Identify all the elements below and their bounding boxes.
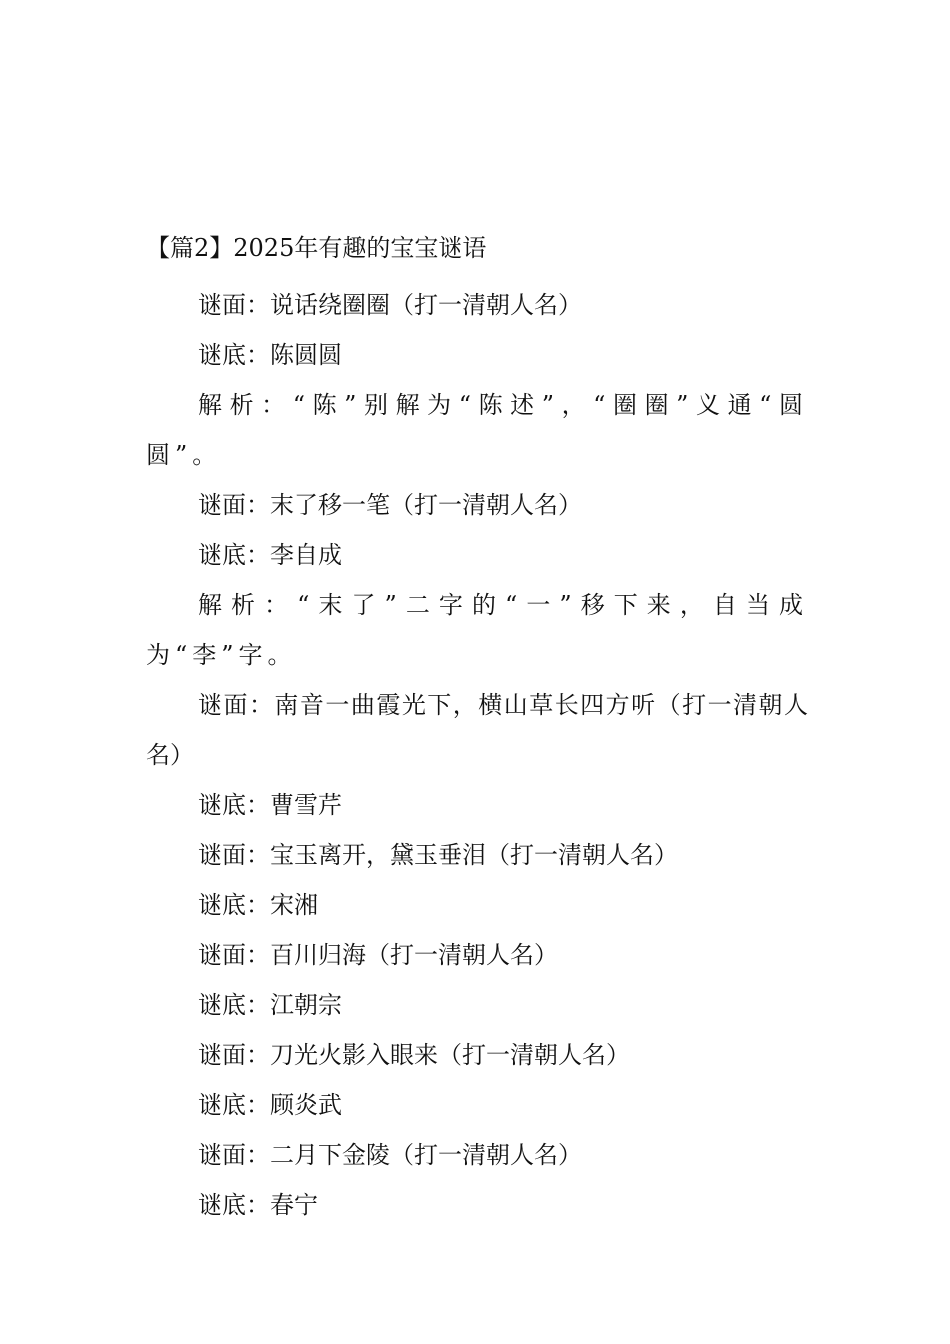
- riddle-answer: 谜底：曹雪芹: [198, 791, 342, 819]
- riddle-answer: 谜底：春宁: [198, 1191, 318, 1219]
- riddle-answer: 谜底：陈圆圆: [198, 341, 342, 369]
- riddle-answer: 谜底：江朝宗: [198, 991, 342, 1019]
- riddle-answer: 谜底：顾炎武: [198, 1091, 342, 1119]
- riddle-question: 谜面：百川归海（打一清朝人名）: [198, 941, 558, 969]
- riddle-question: 谜面：说话绕圈圈（打一清朝人名）: [198, 291, 582, 319]
- riddle-question: 谜面：二月下金陵（打一清朝人名）: [198, 1141, 582, 1169]
- document-body: [146, 280, 808, 1230]
- riddle-question: 谜面：宝玉离开，黛玉垂泪（打一清朝人名）: [198, 841, 678, 869]
- riddle-question: 谜面：刀光火影入眼来（打一清朝人名）: [198, 1041, 630, 1069]
- riddle-explanation: 解析：“陈”别解为“陈述”，“圈圈”义通“圆圆”。: [146, 391, 808, 469]
- riddle-explanation: 解析：“末了”二字的“一”移下来，自当成为“李”字。: [146, 591, 808, 669]
- riddle-question: 谜面：南音一曲霞光下，横山草长四方听（打一清朝人名）: [146, 691, 808, 769]
- riddle-answer: 谜底：李自成: [198, 541, 342, 569]
- riddle-question: 谜面：末了移一笔（打一清朝人名）: [198, 491, 582, 519]
- riddle-answer: 谜底：宋湘: [198, 891, 318, 919]
- document-title: 【篇2】2025年有趣的宝宝谜语: [146, 234, 487, 262]
